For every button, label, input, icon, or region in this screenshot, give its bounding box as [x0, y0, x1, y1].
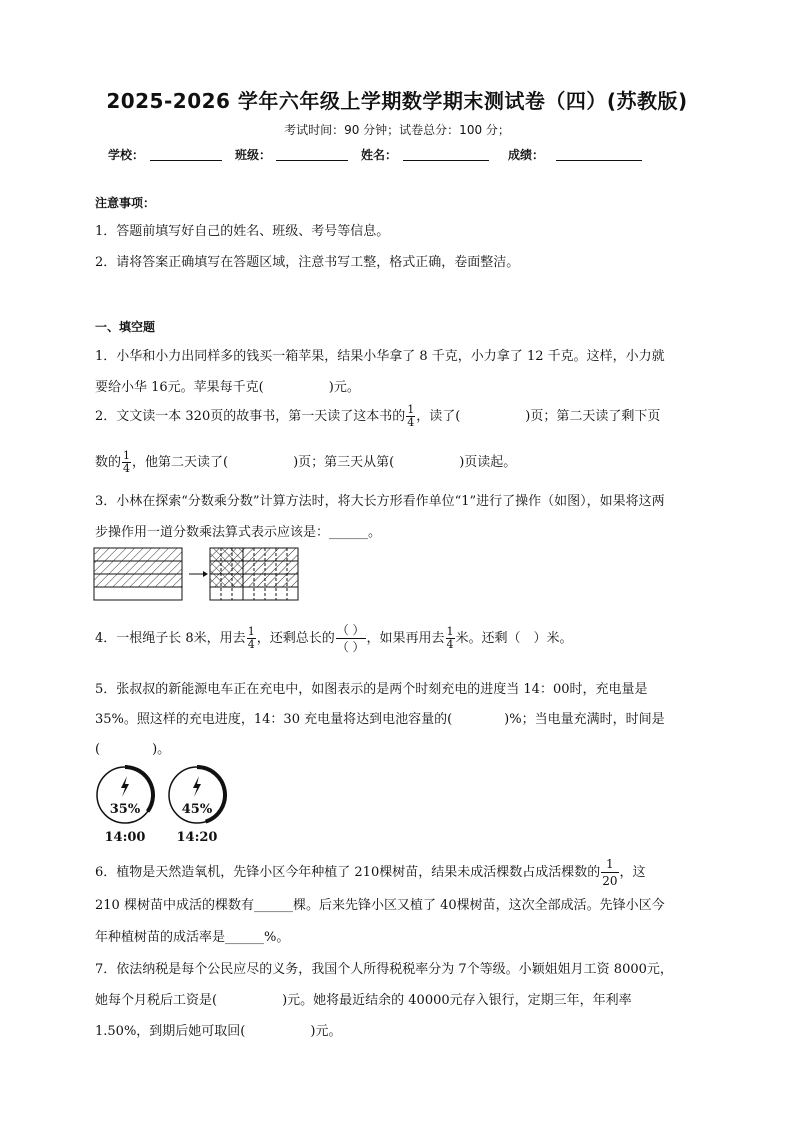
question-2-line: [95, 404, 660, 429]
question-4-line: [95, 622, 573, 655]
q6-text: 6．植物是天然造氧机，先锋小区今年种植了 210棵树苗，结果未成活棵数占成活棵数的: [95, 865, 601, 880]
rectangle-diagram: [93, 547, 303, 603]
question-3-line: 3．小林在探索“分数乘分数”计算方法时，将大长方形看作单位“1”进行了操作（如图），如果将这两: [95, 494, 665, 509]
page-title: 2025-2026 学年六年级上学期数学期末测试卷（四）(苏教版): [106, 89, 688, 113]
fraction: $\frac{1}{4}$: [407, 403, 415, 429]
question-1-line: 1．小华和小力出同样多的钱买一箱苹果，结果小华拿了 8 千克，小力拿了 12 千克。这样，小力就: [95, 349, 665, 364]
lightning-icon: [193, 776, 201, 797]
question-3-line: 步操作用一道分数乘法算式表示应该是：______。: [95, 525, 382, 540]
charge-percent: 35%: [109, 802, 141, 817]
charge-time: 14:20: [176, 830, 218, 845]
question-7-line: 1.50%，到期后她可取回( )元。: [95, 1024, 342, 1039]
q4-text: 米。还剩（ ）米。: [455, 631, 573, 646]
notes-heading: 注意事项：: [95, 196, 156, 210]
section-title: 一、填空题: [95, 320, 156, 334]
q4-text: ，还剩总长的: [256, 631, 335, 646]
fraction: $\frac{1}{4}$: [247, 625, 255, 651]
fraction-blank[interactable]: $\frac{( )}{( )}$: [336, 623, 365, 654]
lightning-icon: [121, 776, 129, 797]
question-5-line: 5．张叔叔的新能源电车正在充电中，如图表示的是两个时刻充电的进度当 14：00时，充电量是: [95, 682, 648, 697]
q2-text: ，他第二天读了( )页；第三天从第( )页读起。: [132, 455, 517, 470]
exam-info: 考试时间：90 分钟；试卷总分：100 分；: [284, 123, 510, 137]
q2-text: 2．文文读一本 320页的故事书，第一天读了这本书的: [95, 409, 406, 424]
q4-text: 4．一根绳子长 8米，用去: [95, 631, 246, 646]
charge-gauge: [162, 764, 232, 844]
question-5-line: 35%。照这样的充电进度，14：30 充电量将达到电池容量的( )%；当电量充满时，时间是: [95, 712, 665, 727]
q6-text: ，这: [619, 865, 646, 880]
note-item: 1．答题前填写好自己的姓名、班级、考号等信息。: [95, 224, 390, 239]
school-blank[interactable]: [150, 160, 222, 161]
question-6-line: 年种植树苗的成活率是______%。: [95, 930, 290, 945]
fraction: $\frac{1}{20}$: [602, 857, 618, 888]
fraction: $\frac{1}{4}$: [446, 625, 454, 651]
score-label: 成绩：: [508, 148, 545, 162]
charge-percent: 45%: [181, 802, 213, 817]
score-blank[interactable]: [556, 160, 642, 161]
question-5-line: ( )。: [95, 742, 171, 757]
q4-text: ，如果再用去: [366, 631, 445, 646]
class-blank[interactable]: [276, 160, 348, 161]
q2-text: ，读了( )页；第二天读了剩下页: [416, 409, 661, 424]
charge-gauge: [90, 764, 160, 844]
question-6-line: [95, 856, 646, 889]
class-label: 班级：: [235, 148, 272, 162]
q2-text: 数的: [95, 455, 122, 470]
name-blank[interactable]: [403, 160, 489, 161]
question-6-line: 210 棵树苗中成活的棵数有______棵。后来先锋小区又植了 40棵树苗，这次全部成活。先锋小区今: [95, 898, 665, 913]
question-7-line: 她每个月税后工资是( )元。她将最近结余的 40000元存入银行，定期三年，年利率: [95, 993, 632, 1008]
name-label: 姓名：: [361, 148, 398, 162]
question-2-line: [95, 450, 516, 475]
question-1-line: 要给小华 16元。苹果每千克( )元。: [95, 380, 360, 395]
note-item: 2．请将答案正确填写在答题区域，注意书写工整，格式正确，卷面整洁。: [95, 255, 520, 270]
question-7-line: 7．依法纳税是每个公民应尽的义务，我国个人所得税税率分为 7个等级。小颖姐姐月工资 8000元，: [95, 962, 673, 977]
fraction: $\frac{1}{4}$: [123, 449, 131, 475]
school-label: 学校：: [108, 148, 145, 162]
charge-time: 14:00: [104, 830, 146, 845]
